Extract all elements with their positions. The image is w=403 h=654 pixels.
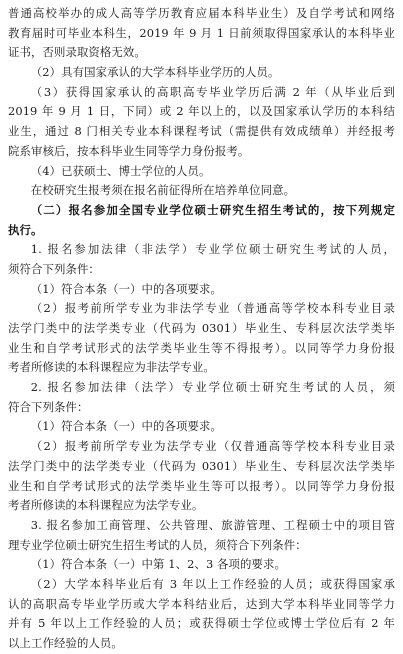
text-line: 业生和自学考试形式的法学类毕业生等可以报考）。以同等学力身份报 [8, 478, 395, 493]
text-line: （1）符合本条（一）中的各项要求。 [30, 281, 222, 296]
text-line: 以上工作经验的人员。 [8, 636, 123, 650]
text-line: 业生，通过 8 门相关专业本科课程考试（需提供有效成绩单）并经报考 [8, 124, 395, 139]
text-line: 在校研究生报考须在报名前征得所在培养单位同意。 [30, 183, 296, 198]
text-line: 法学门类中的法学类专业（代码为 0301）毕业生、专科层次法学类毕 [8, 321, 395, 335]
text-line: 3. 报名参加工商管理、公共管理、旅游管理、工程硕士中的项目管 [30, 517, 395, 532]
text-line: 考者所修读的本科课程应为非法学专业。 [8, 360, 215, 375]
document-body [8, 4, 395, 654]
text-line: 须符合下列条件： [8, 261, 100, 276]
text-line: （4）已获硕士、博士学位的人员。 [30, 163, 211, 178]
text-line: 教育届时可毕业本科生，2019 年 9 月 1 日前须取得国家承认的本科毕业 [8, 25, 395, 40]
text-line: 执行。 [8, 222, 43, 237]
text-line: （1）符合本条（一）中的各项要求。 [30, 419, 222, 434]
text-line: （二）报名参加全国专业学位硕士研究生招生考试的，按下列规定 [30, 202, 395, 217]
text-line: 普通高校举办的成人高等学历教育应届本科毕业生）及自学考试和网络 [8, 6, 395, 20]
text-line: 考者所修读的本科课程应为法学专业。 [8, 498, 204, 513]
text-line: 2. 报名参加法律（法学）专业学位硕士研究生考试的人员，须 [30, 380, 395, 395]
text-line: 法学门类中的法学类专业（代码为 0301）毕业生、专科层次法学类毕 [8, 458, 395, 473]
text-line: 并有 5 年以上工作经验的人员；或获得硕士学位或博士学位后有 2 年 [8, 616, 395, 631]
text-line: （2）具有国家承认的大学本科毕业学历的人员。 [30, 65, 280, 80]
text-line: （2）报考前所学专业为非法学专业（普通高等学校本科专业目录 [30, 301, 395, 316]
text-line: 理专业学位硕士研究生招生考试的人员，须符合下列条件： [8, 537, 307, 552]
text-line: 符合下列条件： [8, 399, 89, 414]
text-line: （3）获得国家承认的高职高专毕业学历后满 2 年（从毕业后到 [30, 84, 395, 99]
text-line: 1. 报名参加法律（非法学）专业学位硕士研究生考试的人员， [30, 242, 395, 257]
text-line: 认的高职高专毕业学历或大学本科结业后，达到大学本科毕业同等学力 [8, 596, 395, 611]
text-line: 业生和自学考试形式的法学类毕业生等不得报考）。以同等学力身份报 [8, 340, 395, 355]
text-line: 2019 年 9 月 1 日，下同）或 2 年以上的，以及国家承认学历的本科结 [8, 104, 395, 119]
text-line: （1）符合本条（一）中第 1、2、3 各项的要求。 [30, 557, 286, 572]
text-line: （2）报考前所学专业为法学专业（仅普通高等学校本科专业目录 [30, 439, 395, 454]
text-line: （2）大学本科毕业后有 3 年以上工作经验的人员；或获得国家承 [30, 576, 395, 591]
text-line: 证书，否则录取资格无效。 [8, 45, 146, 60]
text-line: 院系审核后，按本科毕业生同等学力身份报考。 [8, 143, 250, 158]
